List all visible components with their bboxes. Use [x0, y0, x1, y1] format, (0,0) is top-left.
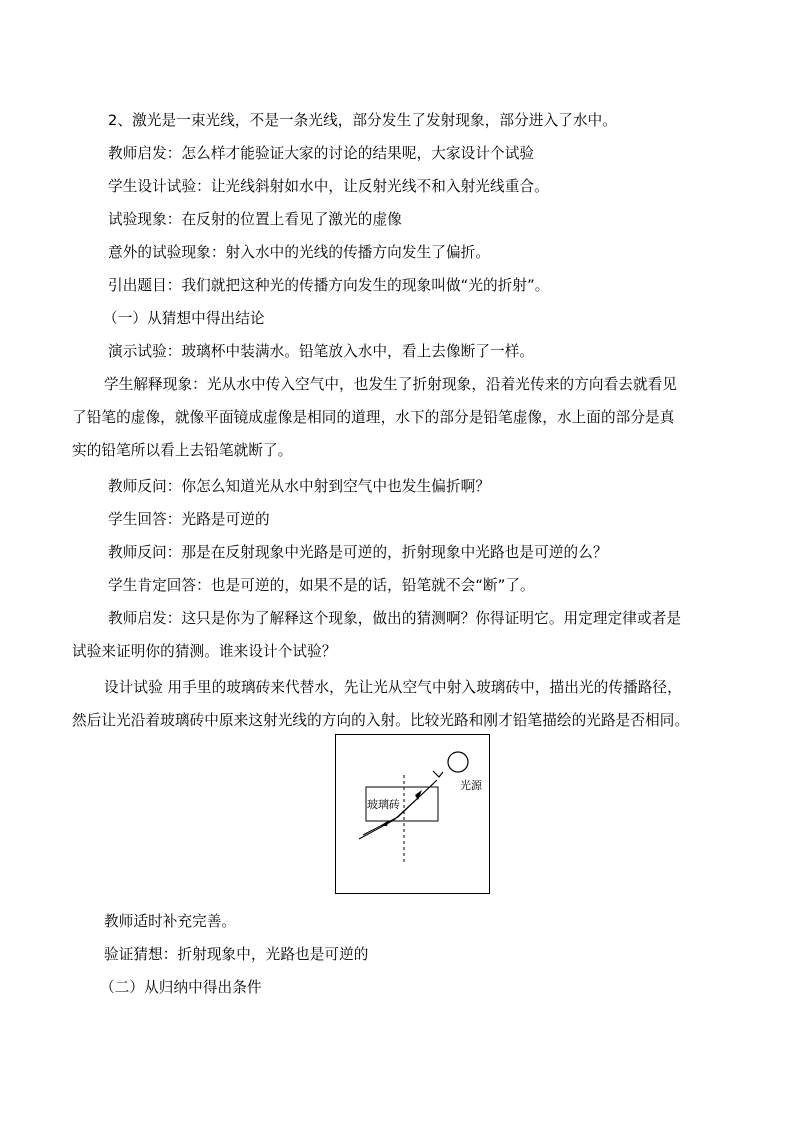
section-heading-2: （二）从归纳中得出条件	[100, 979, 262, 996]
paragraph-14-line-1: 设计试验 用手里的玻璃砖来代替水，先让光从空气中射入玻璃砖中，描出光的传播路径，	[104, 679, 682, 696]
paragraph-1: 2、激光是一束光线，不是一条光线，部分发生了发射现象，部分进入了水中。	[108, 112, 617, 129]
light-source-icon	[448, 752, 468, 772]
paragraph-3: 学生设计试验：让光线斜射如水中，让反射光线不和入射光线重合。	[108, 178, 549, 195]
paragraph-7: 演示试验：玻璃杯中装满水。铅笔放入水中，看上去像断了一样。	[108, 343, 535, 360]
paragraph-10: 学生回答：光路是可逆的	[108, 511, 270, 528]
paragraph-14-line-2: 然后让光沿着玻璃砖中原来这射光线的方向的入射。比较光路和刚才铅笔描绘的光路是否相同。	[72, 712, 690, 729]
paragraph-5: 意外的试验现象：射入水中的光线的传播方向发生了偏折。	[108, 244, 491, 261]
paragraph-9: 教师反问：你怎么知道光从水中射到空气中也发生偏折啊？	[108, 478, 491, 495]
light-source-label: 光源	[460, 779, 482, 792]
paragraph-12: 学生肯定回答：也是可逆的，如果不是的话，铅笔就不会“断”了。	[108, 577, 535, 594]
paragraph-8-line-2: 了铅笔的虚像，就像平面镜成虚像是相同的道理，水下的部分是铅笔虚像，水上面的部分是真	[72, 409, 675, 426]
glass-brick-label: 玻璃砖	[367, 798, 400, 811]
paragraph-13-line-2: 试验来证明你的猜测。谁来设计个试验？	[72, 643, 337, 660]
paragraph-4: 试验现象：在反射的位置上看见了激光的虚像	[108, 211, 402, 228]
paragraph-8-line-1: 学生解释现象：光从水中传入空气中，也发生了折射现象，沿着光传来的方向看去就看见	[104, 376, 678, 393]
light-source-holder	[433, 771, 443, 777]
paragraph-16: 验证猜想：折射现象中，光路也是可逆的	[104, 946, 369, 963]
paragraph-15: 教师适时补充完善。	[104, 913, 237, 930]
refracted-ray-lower	[359, 820, 394, 839]
paragraph-6: 引出题目：我们就把这种光的传播方向发生的现象叫做“光的折射”。	[108, 277, 550, 294]
paragraph-8-line-3: 实的铅笔所以看上去铅笔就断了。	[72, 442, 293, 459]
paragraph-11: 教师反问：那是在反射现象中光路是可逆的，折射现象中光路也是可逆的么？	[108, 544, 608, 561]
paragraph-13-line-1: 教师启发：这只是你为了解释这个现象，做出的猜测啊？你得证明它。用定理定律或者是	[108, 610, 682, 627]
refraction-diagram-drawing	[336, 735, 491, 895]
paragraph-2: 教师启发：怎么样才能验证大家的讨论的结果呢，大家设计个试验	[108, 145, 535, 162]
section-heading-1: （一）从猜想中得出结论	[103, 310, 265, 327]
refraction-diagram	[335, 734, 490, 894]
